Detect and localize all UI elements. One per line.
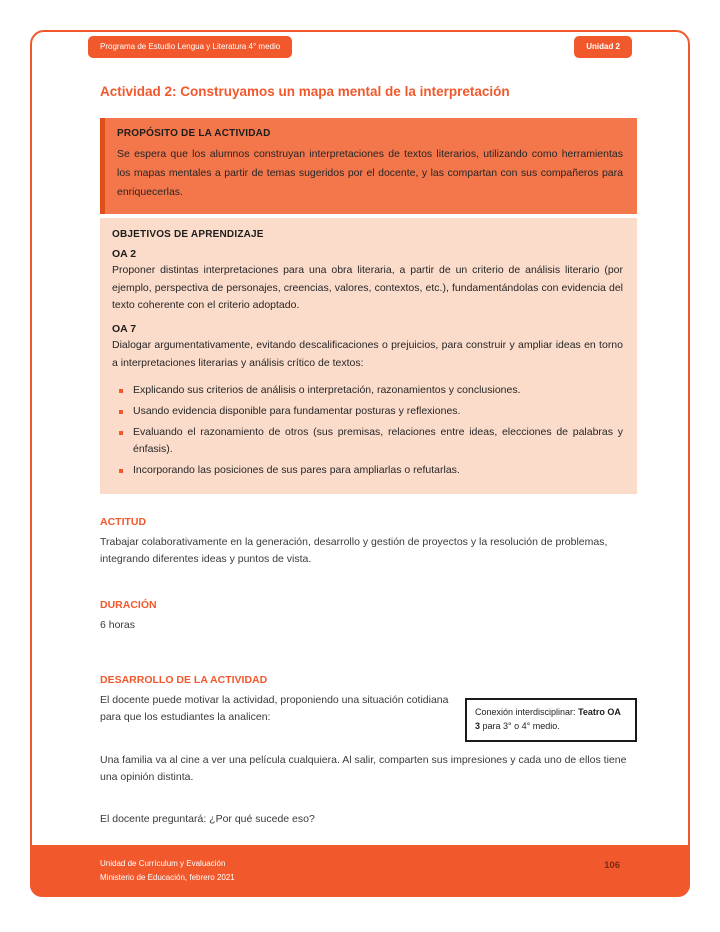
list-item (112, 382, 623, 400)
interdisciplinary-connection-box (465, 698, 637, 742)
header-program-badge: Programa de Estudio Lengua y Literatura 4° medio (88, 36, 292, 58)
desarrollo-section (100, 692, 637, 828)
bullet-text: Evaluando el razonamiento de otros (sus premisas, relaciones entre ideas, elecciones de palabras y énfasis). (133, 425, 623, 456)
scenario-text: Una familia va al cine a ver una película cualquiera. Al salir, comparten sus impresiones y cada uno de ellos tiene una opinión distinta. (100, 753, 627, 784)
page-number: 106 (604, 860, 620, 871)
desarrollo-heading: DESARROLLO DE LA ACTIVIDAD (100, 674, 268, 687)
list-item (112, 462, 623, 480)
bullet-text: Incorporando las posiciones de sus pares para ampliarlas o refutarlas. (133, 464, 460, 477)
teacher-question: El docente preguntará: ¿Por qué sucede eso? (100, 812, 315, 825)
oa7-label: OA 7 (112, 323, 137, 336)
proposito-box (100, 118, 637, 214)
header-unit-badge: Unidad 2 (574, 36, 632, 58)
list-item (112, 403, 623, 421)
sidebox-bold: Teatro OA 3 (475, 707, 621, 731)
bullet-icon (119, 389, 123, 393)
footer-credits (100, 857, 235, 884)
oa7-text: Dialogar argumentativamente, evitando descalificaciones o prejuicios, para construir y ampliar ideas en torno a interpretaciones literarias y análisis crítico de textos: (112, 339, 623, 370)
proposito-heading: PROPÓSITO DE LA ACTIVIDAD (117, 128, 271, 139)
list-item (112, 424, 623, 460)
objetivos-box (100, 218, 637, 494)
footer-ministry-date: Ministerio de Educación, febrero 2021 (100, 872, 235, 882)
sidebox-prefix: Conexión interdisciplinar: (475, 707, 579, 718)
oa7-bullet-list (112, 382, 623, 480)
oa2-text: Proponer distintas interpretaciones para una obra literaria, a partir de un criterio de análisis literario (por ejemplo, perspectiva de personajes, creencias, valores, contextos, etc.), fundamentándolas con evidencia del texto coherente con el criterio adoptado. (112, 263, 623, 312)
duracion-heading: DURACIÓN (100, 598, 157, 611)
oa7-block (112, 323, 623, 373)
objetivos-heading: OBJETIVOS DE APRENDIZAJE (112, 228, 264, 240)
sidebox-suffix: para 3° o 4° medio. (480, 720, 560, 731)
bullet-icon (119, 410, 123, 414)
activity-title: Actividad 2: Construyamos un mapa mental de la interpretación (100, 84, 510, 99)
bullet-text: Usando evidencia disponible para fundamentar posturas y reflexiones. (133, 404, 461, 417)
oa2-label: OA 2 (112, 247, 137, 260)
oa2-block (112, 248, 623, 316)
content-column (100, 118, 637, 828)
duracion-body: 6 horas (100, 618, 136, 631)
desarrollo-intro: El docente puede motivar la actividad, proponiendo una situación cotidiana para que los estudiantes la analicen: (100, 694, 449, 724)
footer-institution: Unidad de Currículum y Evaluación (100, 859, 226, 868)
bullet-text: Explicando sus criterios de análisis o interpretación, razonamientos y conclusiones. (133, 383, 521, 396)
proposito-body: Se espera que los alumnos construyan interpretaciones de textos literarios, utilizando como herramientas los mapas mentales a partir de temas sugeridos por el docente, y las compartan con sus compañeros para enriquecerlas. (117, 148, 623, 198)
actitud-heading: ACTITUD (100, 516, 147, 529)
bullet-icon (119, 469, 123, 473)
page-footer (30, 845, 690, 897)
actitud-body: Trabajar colaborativamente en la generación, desarrollo y gestión de proyectos y la resolución de problemas, integrando diferentes ideas y puntos de vista. (100, 536, 608, 566)
bullet-icon (119, 431, 123, 435)
